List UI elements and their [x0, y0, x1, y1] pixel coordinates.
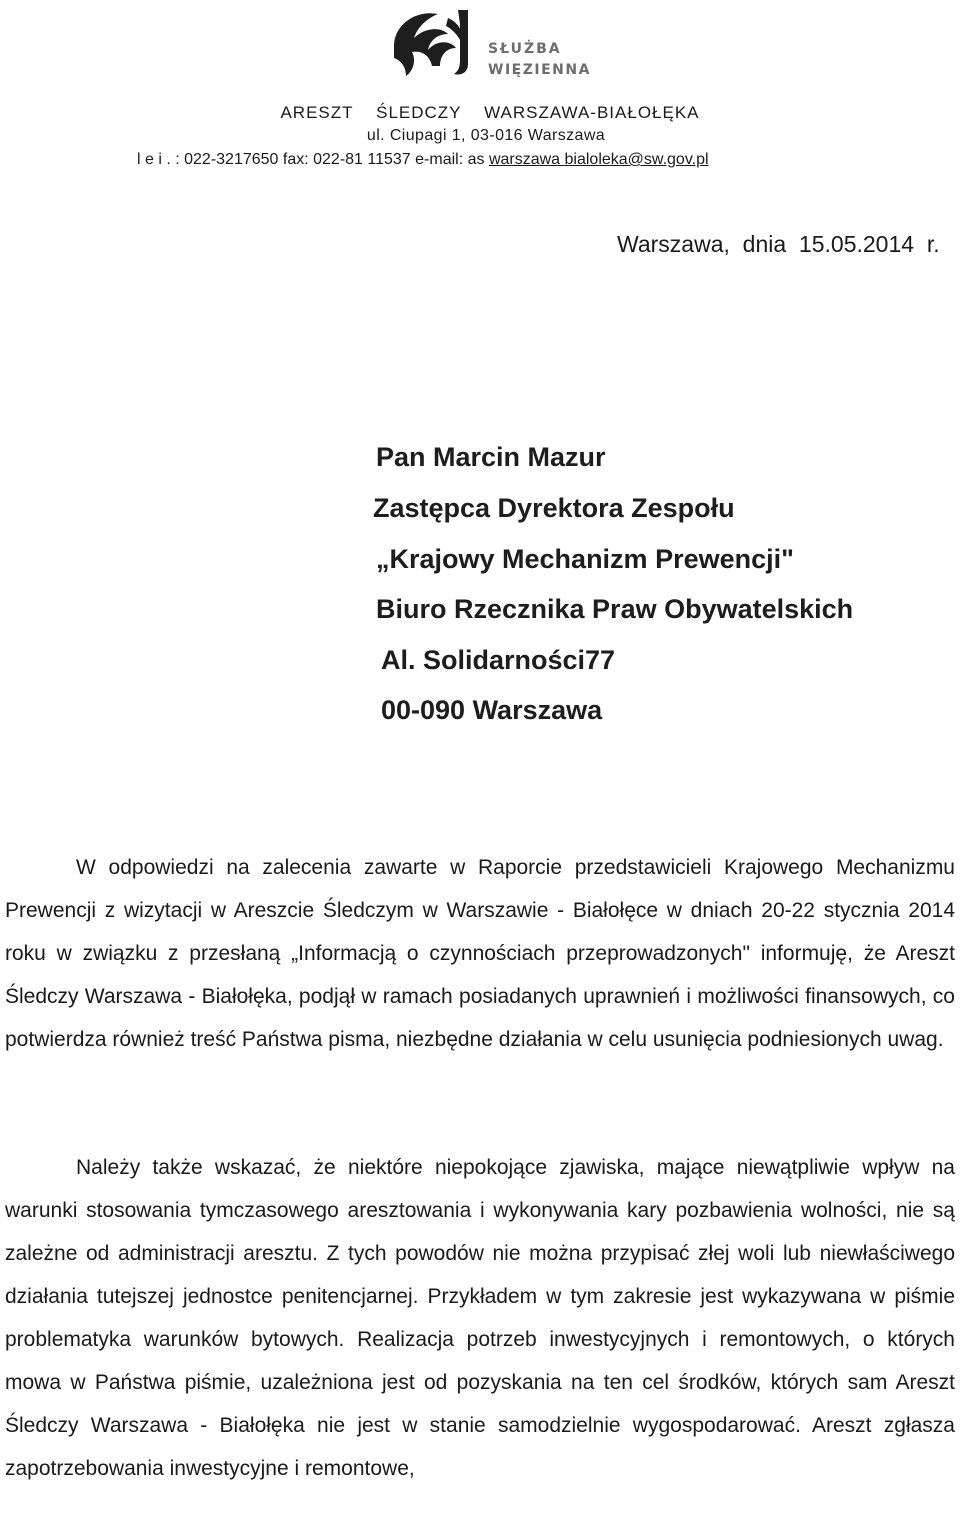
contact-email-link[interactable]: warszawa bialoleka@sw.gov.pl — [488, 151, 709, 168]
addressee-office: Biuro Rzecznika Praw Obywatelskich — [376, 594, 854, 624]
logo-text-line2: WIĘZIENNA — [488, 62, 591, 78]
logo-text-line1: SŁUŻBA — [488, 41, 562, 57]
body-paragraph-2: Należy także wskazać, że niektóre niepokojące zjawiska, mające niewątpliwie wpływ na warunki stosowania tymczasowego aresztowania i wykonywania kary pozbawienia wolności, nie są zależne od administracji aresztu. Z tych powodów nie można przypisać złej woli lub niewłaściwego działania tutejszej jednostce penitencjarnej. Przykładem w tym zakresie jest wykazywana w piśmie problematyka warunków bytowych. Realizacja potrzeb inwestycyjnych i remontowych, o których mowa w Państwa piśmie, uzależniona jest od pozyskania na ten cel środków, których sam Areszt Śledczy Warszawa - Białołęka nie jest w stanie samodzielnie wygospodarować. Areszt zgłasza zapotrzebowania inwestycyjne i remontowe, — [5, 1156, 955, 1480]
contact-phone-fax: l e i . : 022-3217650 fax: 022-81 11537 e-mail: as — [137, 151, 489, 168]
institution-name: ARESZT ŚLEDCZY WARSZAWA-BIAŁOŁĘKA — [280, 103, 700, 122]
addressee-unit: „Krajowy Mechanizm Prewencji" — [376, 544, 794, 574]
addressee-street: Al. Solidarności77 — [381, 645, 616, 675]
body-paragraph-1: W odpowiedzi na zalecenia zawarte w Raporcie przedstawicieli Krajowego Mechanizmu Prewencji z wizytacji w Areszcie Śledczym w Warszawie - Białołęce w dniach 20-22 stycznia 2014 roku w związku z przesłaną „Informacją o czynnościach przeprowadzonych" informuję, że Areszt Śledczy Warszawa - Białołęka, podjął w ramach posiadanych uprawnień i możliwości finansowych, co potwierdza również treść Państwa pisma, niezbędne działania w celu usunięcia podniesionych uwag. — [5, 856, 955, 1051]
addressee-position: Zastępca Dyrektora Zespołu — [373, 493, 735, 523]
addressee-city: 00-090 Warszawa — [381, 695, 603, 725]
sluzba-wiezienna-logo — [388, 4, 603, 84]
sw-emblem-icon — [388, 4, 488, 84]
letter-date: Warszawa, dnia 15.05.2014 r. — [617, 231, 940, 257]
addressee-name: Pan Marcin Mazur — [376, 442, 606, 472]
institution-contact — [137, 151, 960, 169]
institution-address: ul. Ciupagi 1, 03-016 Warszawa — [366, 127, 606, 144]
